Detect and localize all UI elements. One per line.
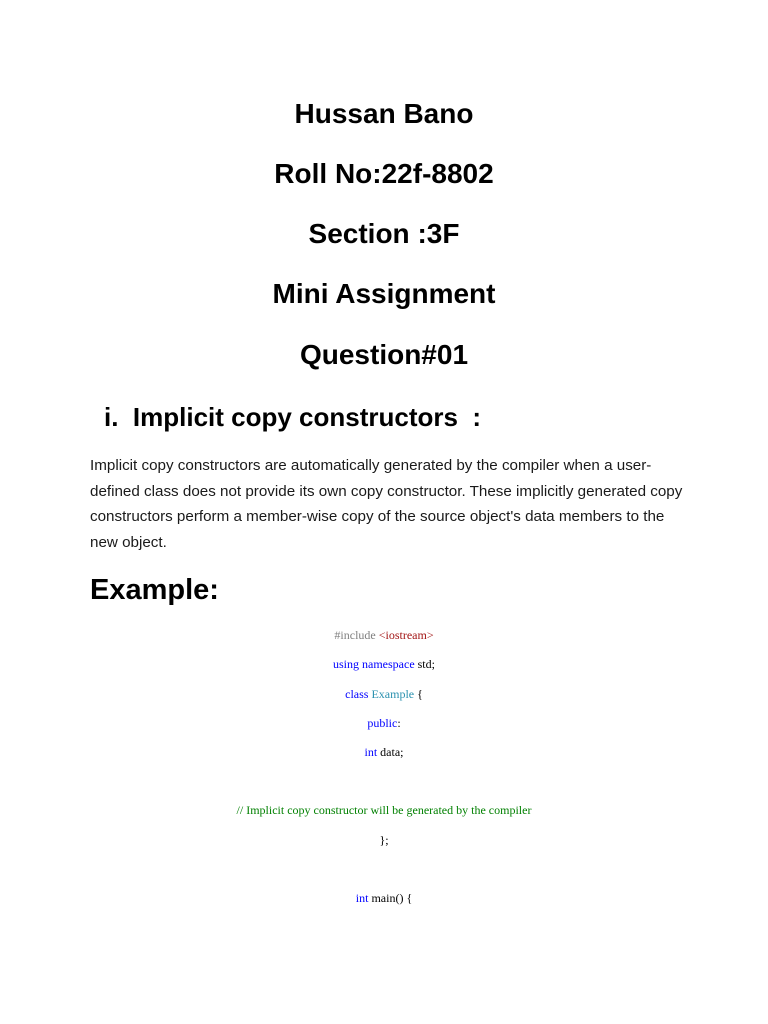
code-line-using: [0, 656, 768, 672]
code-line-class-close: [0, 832, 768, 848]
code-line-member: [0, 744, 768, 760]
code-token-keyword: int: [364, 745, 378, 759]
code-token-keyword: class: [345, 687, 369, 701]
section-label: Section :3F: [308, 218, 460, 249]
code-token-text: main() {: [368, 891, 413, 905]
code-line-include: [0, 627, 768, 643]
section-heading: i. Implicit copy constructors :: [104, 402, 482, 432]
assignment-title: Mini Assignment: [272, 278, 496, 309]
code-token-comment: // Implicit copy constructor will be generated by the compiler: [236, 803, 532, 817]
code-line-comment: [0, 802, 768, 818]
code-line-public: [0, 715, 768, 731]
example-heading: Example:: [90, 574, 219, 606]
question-label: Question#01: [299, 339, 469, 370]
description-paragraph: Implicit copy constructors are automatically generated by the compiler when a user-defined class does not provide its own copy constructor. These implicitly generated copy constructors perform a member-wise copy of the source object's data members to the new object.: [90, 457, 683, 551]
code-token-preprocessor: #include: [334, 628, 379, 642]
author-name: Hussan Bano: [294, 98, 474, 129]
code-token-keyword: int: [355, 891, 369, 905]
code-token-keyword: public: [367, 716, 398, 730]
code-line-class: [0, 686, 768, 702]
code-token-text: data;: [377, 745, 404, 759]
code-token-keyword: using namespace: [333, 657, 415, 671]
code-line-main: [0, 890, 768, 906]
roll-number: Roll No:22f-8802: [274, 158, 494, 189]
code-token-text: {: [414, 687, 423, 701]
code-token-type: Example: [368, 687, 415, 701]
code-token-text: std;: [414, 657, 435, 671]
code-token-text: :: [397, 716, 401, 730]
code-token-text: };: [379, 833, 389, 847]
code-token-header: <iostream>: [378, 628, 434, 642]
